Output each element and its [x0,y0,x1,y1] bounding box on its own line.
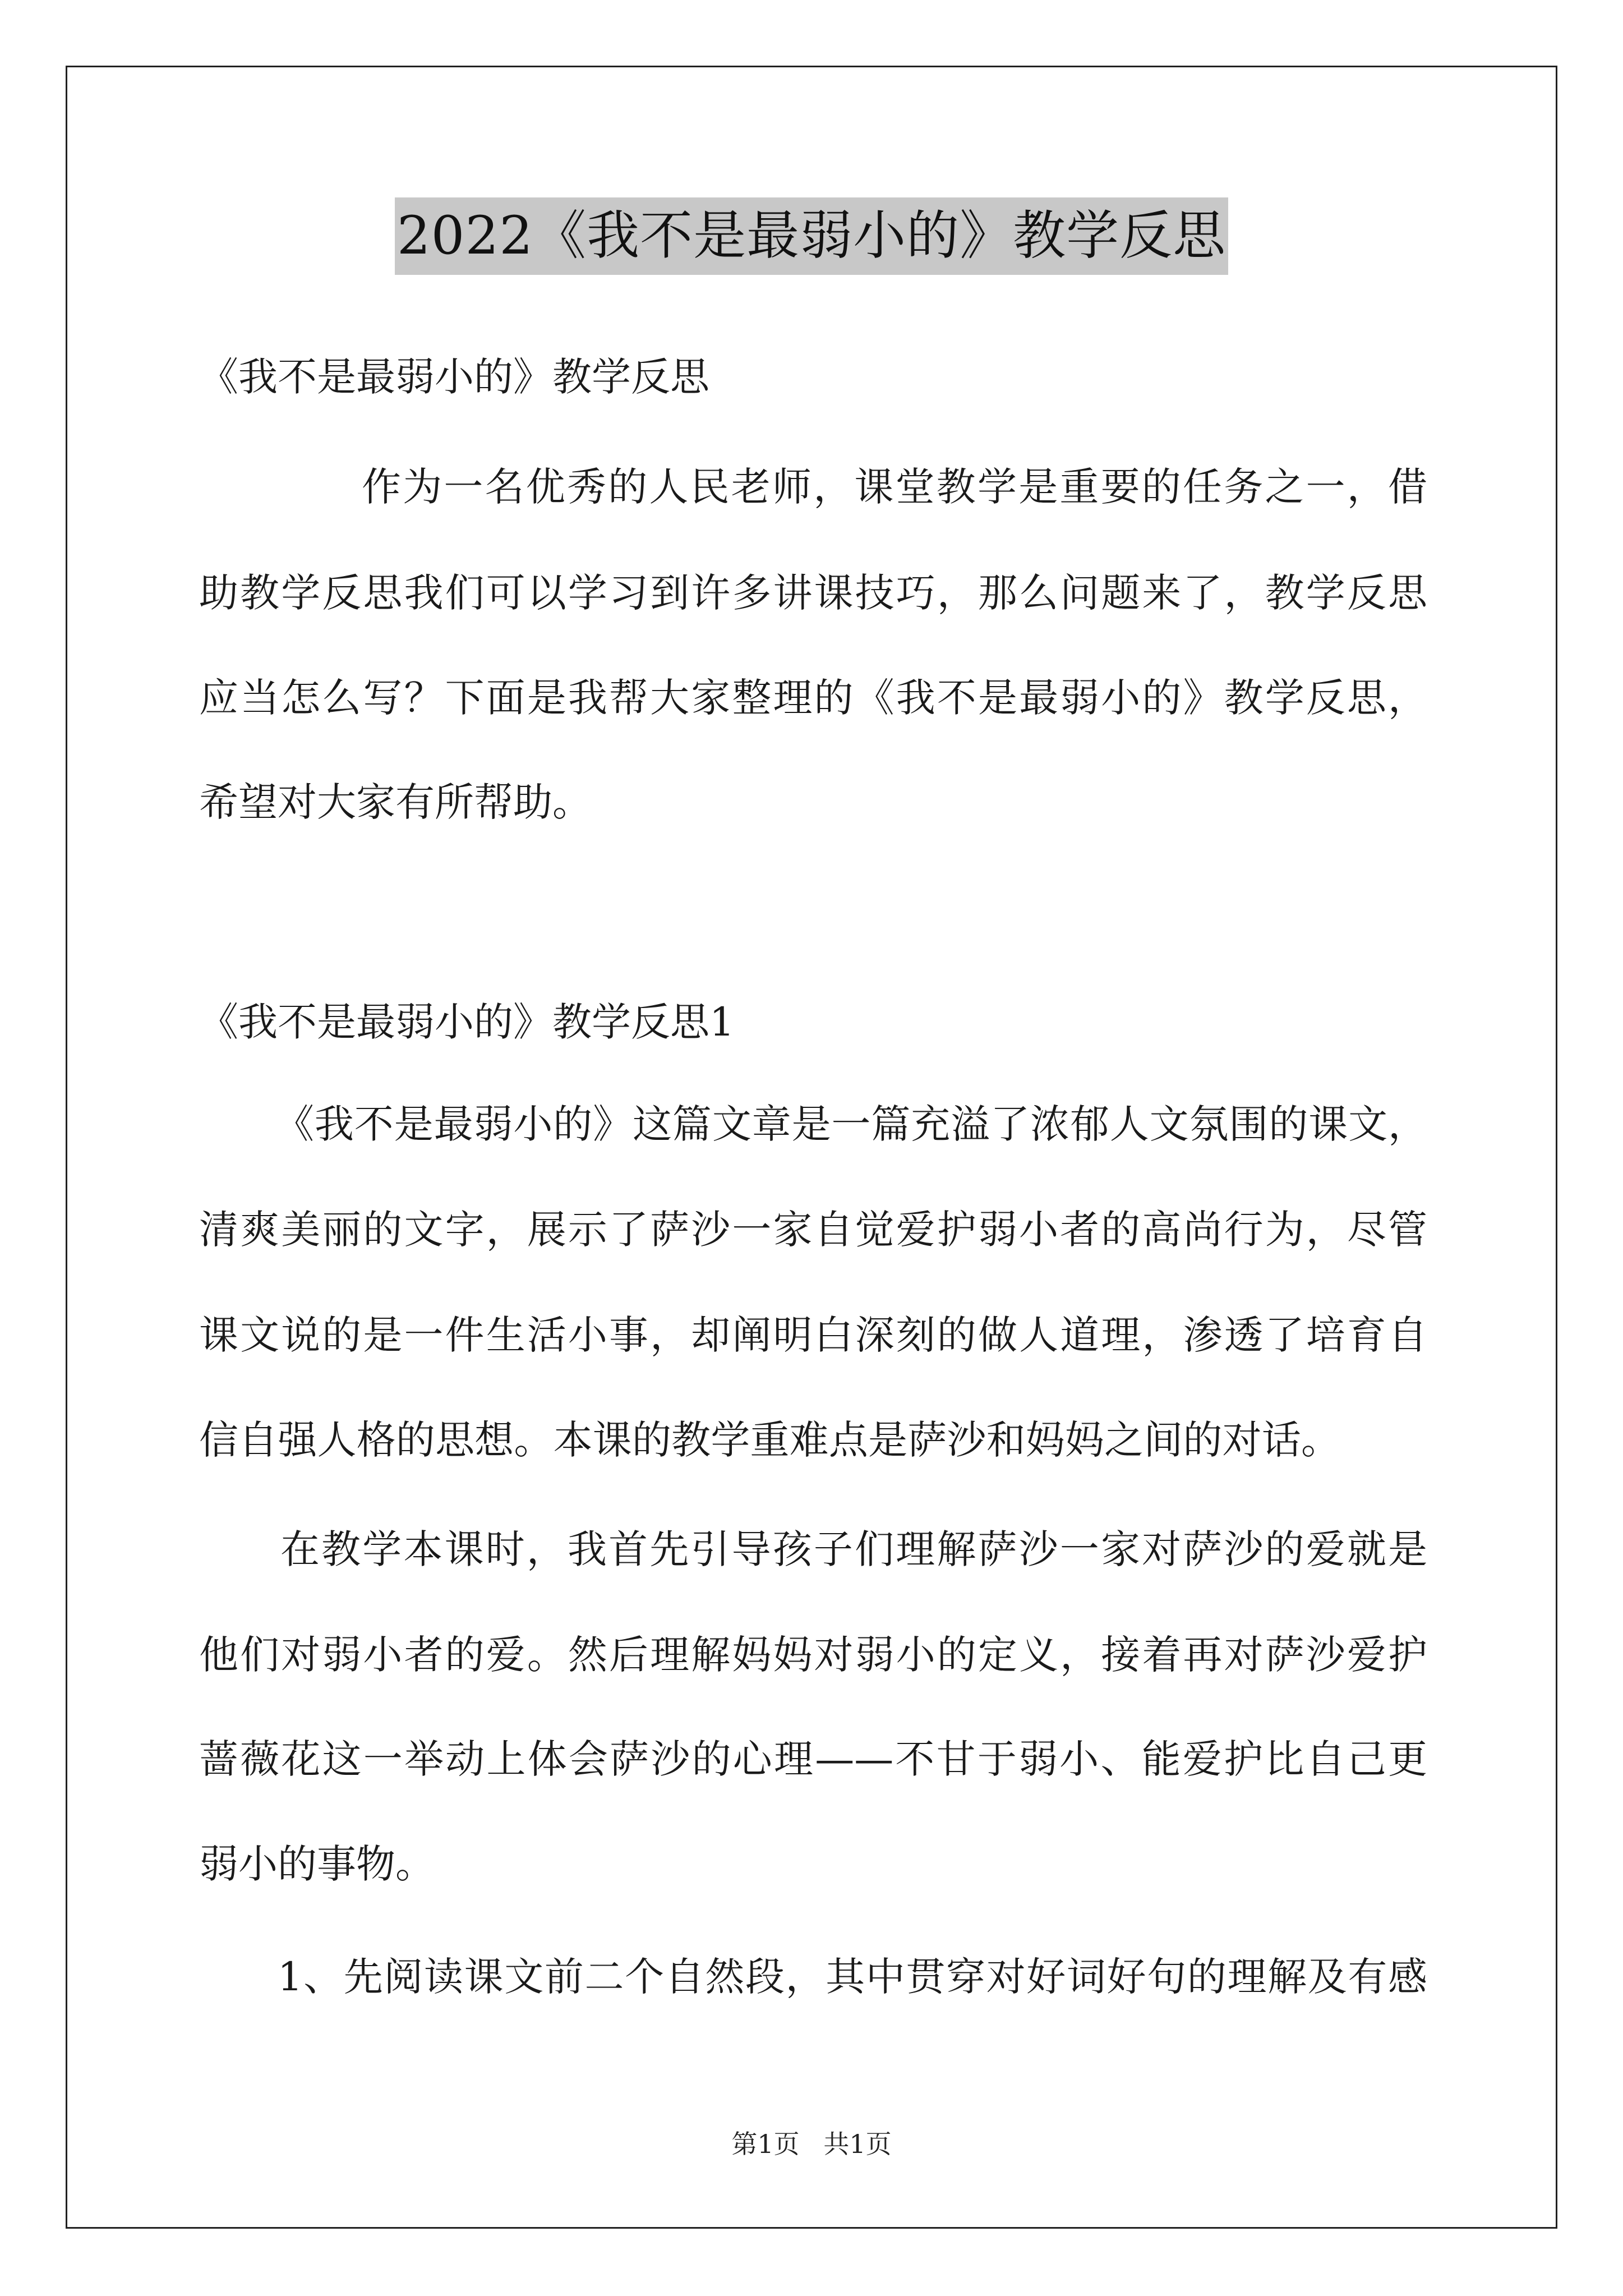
page-number-current: 第1页 [731,2129,800,2159]
paragraph1-line-3: 课文说的是一件生活小事，却阐明白深刻的做人道理，渗透了培育自 [199,1312,1427,1358]
page-footer [0,2127,1623,2161]
intro-line-1: 作为一名优秀的人民老师，课堂教学是重要的任务之一，借 [362,464,1427,510]
document-subtitle: 《我不是最弱小的》教学反思 [199,354,709,400]
page-number-total: 共1页 [823,2129,892,2159]
section-heading: 《我不是最弱小的》教学反思1 [199,999,735,1045]
paragraph2-line-3: 蔷薇花这一举动上体会萨沙的心理——不甘于弱小、能爱护比自己更 [199,1736,1427,1782]
paragraph1-line-1: 《我不是最弱小的》这篇文章是一篇充溢了浓郁人文氛围的课文， [275,1101,1427,1147]
paragraph2-line-1: 在教学本课时，我首先引导孩子们理解萨沙一家对萨沙的爱就是 [280,1526,1427,1572]
paragraph1-line-4: 信自强人格的思想。本课的教学重难点是萨沙和妈妈之间的对话。 [199,1417,1340,1463]
paragraph3-line-1: 1、先阅读课文前二个自然段，其中贯穿对好词好句的理解及有感 [278,1954,1427,2000]
intro-line-2: 助教学反思我们可以学习到许多讲课技巧，那么问题来了，教学反思 [199,570,1427,616]
title-wrap [0,197,1623,275]
paragraph2-line-2: 他们对弱小者的爱。然后理解妈妈对弱小的定义，接着再对萨沙爱护 [199,1632,1427,1678]
paragraph2-line-4: 弱小的事物。 [199,1841,435,1887]
document-title: 2022《我不是最弱小的》教学反思 [395,197,1228,275]
intro-line-3: 应当怎么写？下面是我帮大家整理的《我不是最弱小的》教学反思， [199,675,1427,721]
paragraph1-line-2: 清爽美丽的文字，展示了萨沙一家自觉爱护弱小者的高尚行为，尽管 [199,1207,1427,1253]
intro-line-4: 希望对大家有所帮助。 [199,779,592,825]
